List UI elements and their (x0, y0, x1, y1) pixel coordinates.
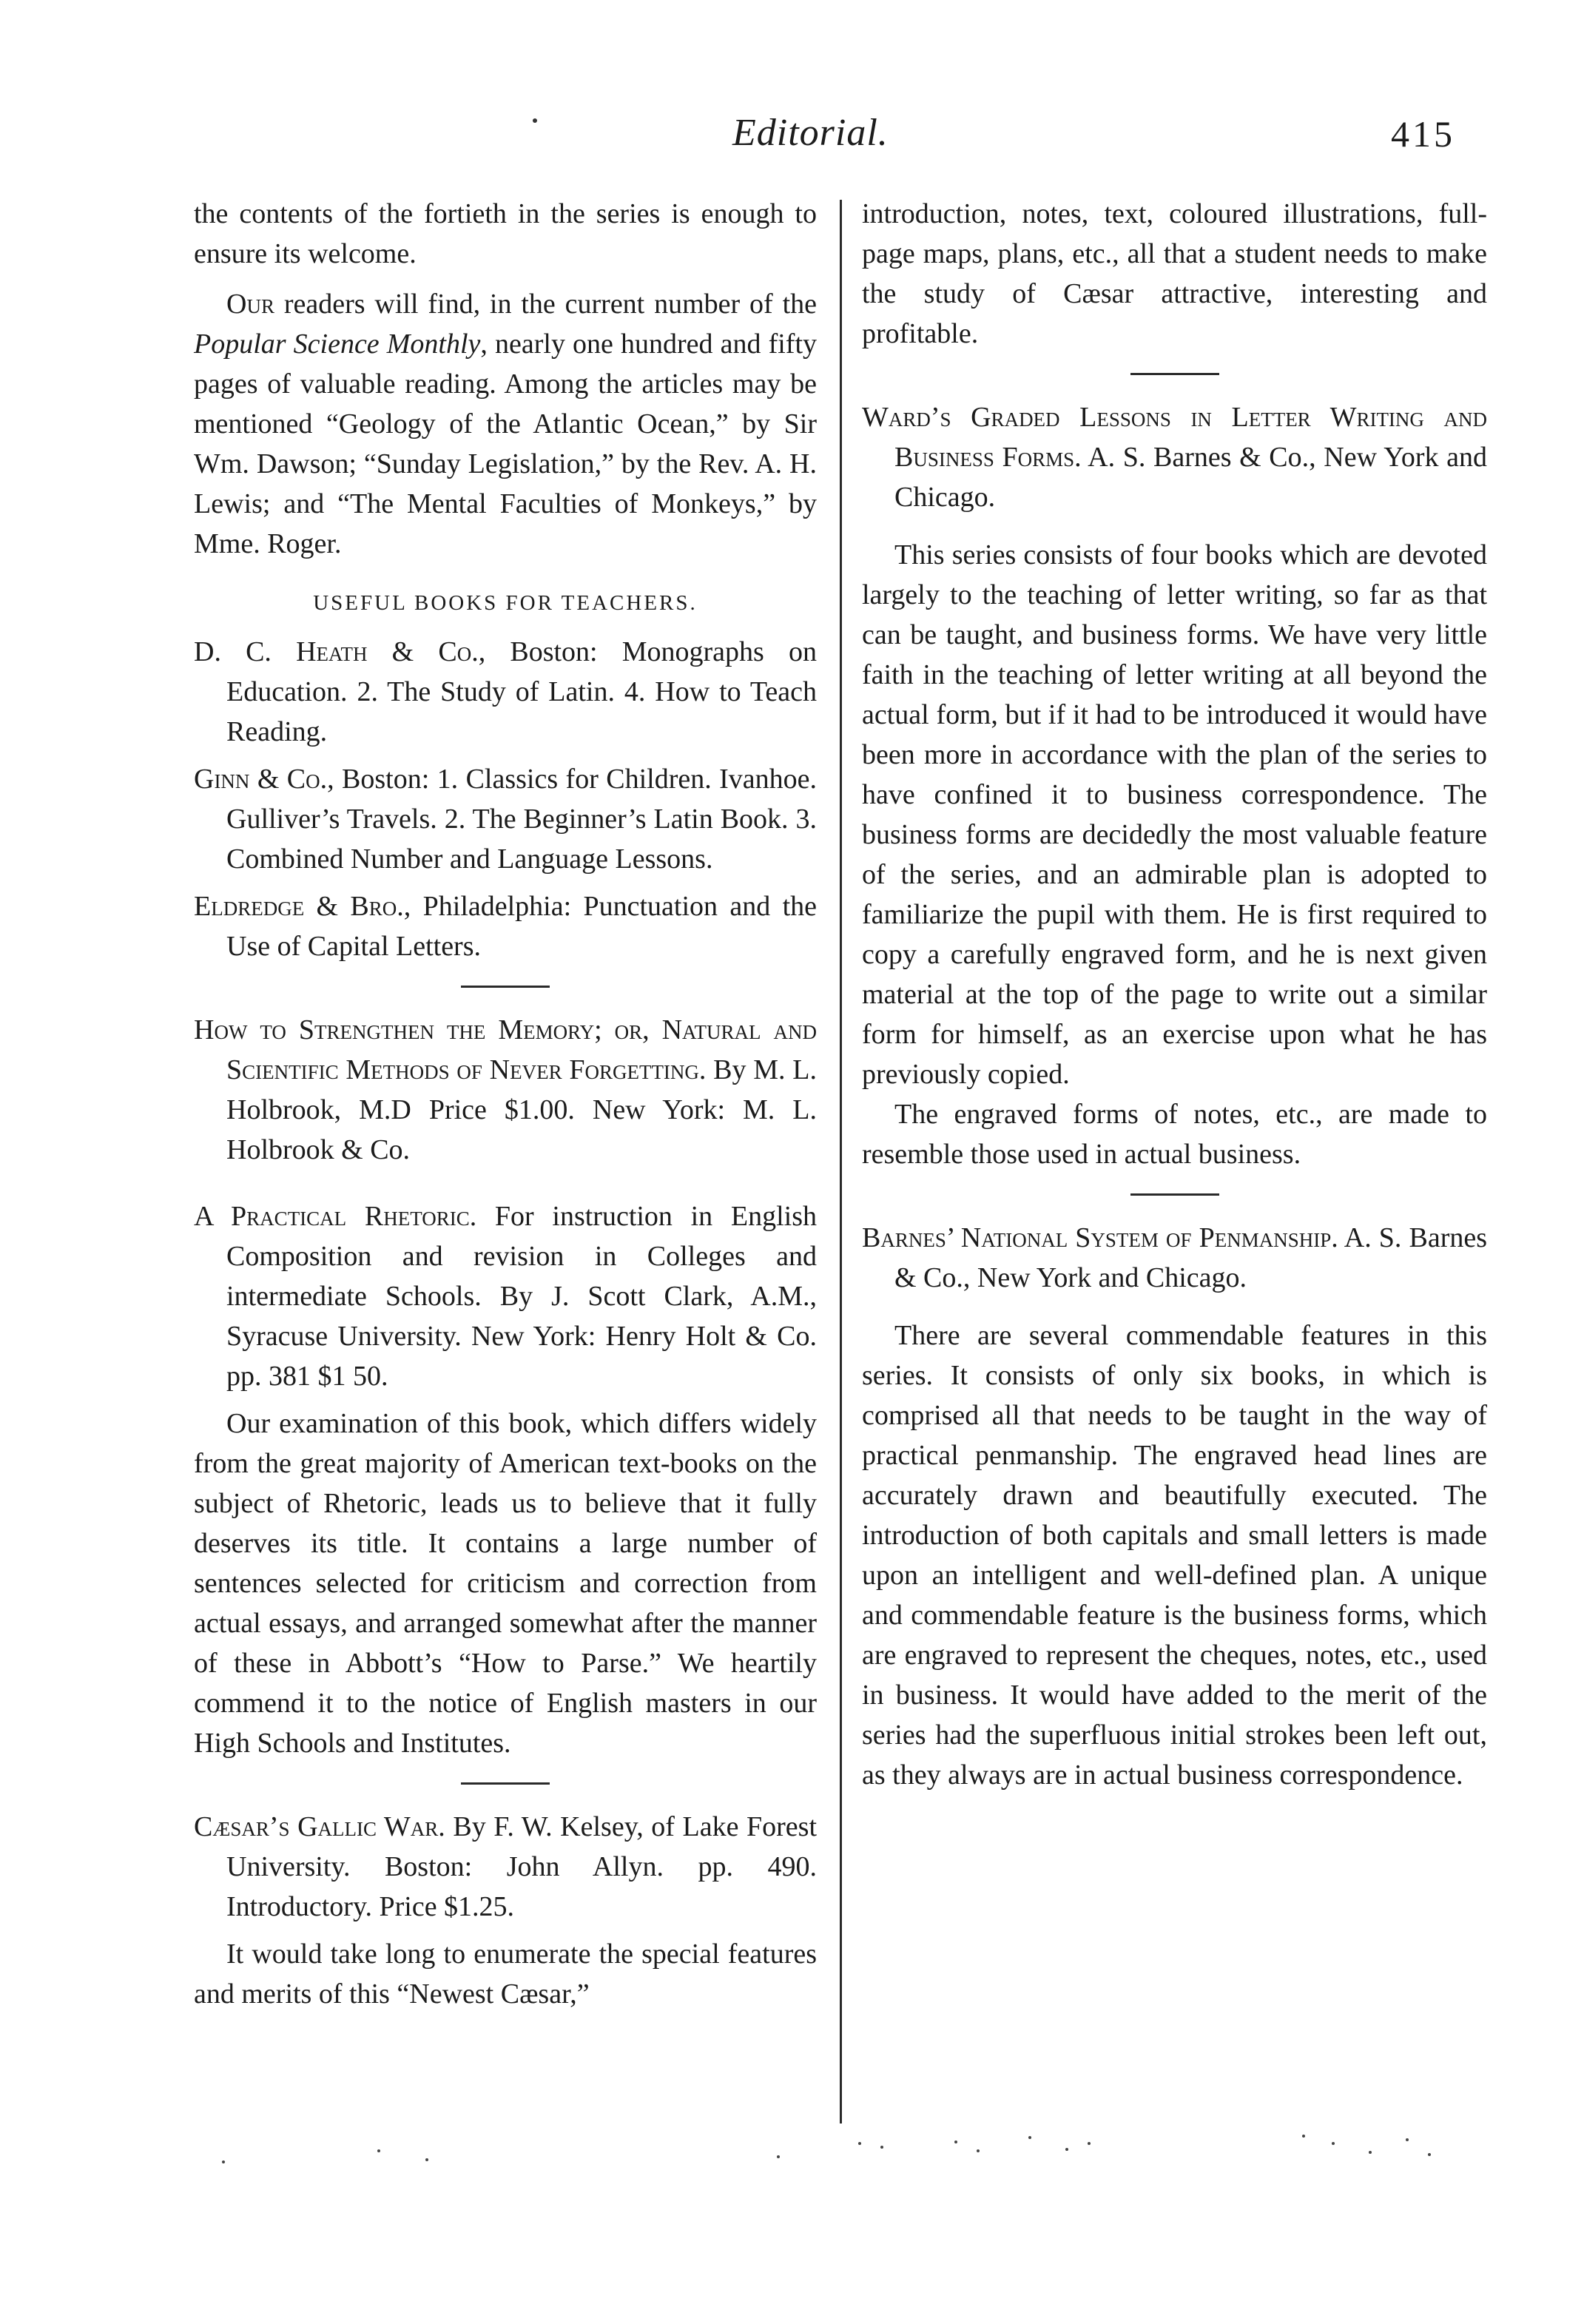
book-title: A Practical Rhetoric. (194, 1201, 477, 1232)
book-title: How to Strengthen the Memory; or, Natural and Scientific Methods of Never Forgetting. (194, 1014, 817, 1085)
book-title: Barnes’ National System of Penmanship. (862, 1222, 1338, 1253)
book-entry-heath: D. C. Heath & Co., Boston: Monographs on Education. 2. The Study of Latin. 4. How to Teach Reading. (194, 636, 817, 747)
review-heading-caesar: Cæsar’s Gallic War. By F. W. Kelsey, of Lake Forest University. Boston: John Allyn. pp. 490. Introductory. Price $1.25. (194, 1811, 818, 1922)
ink-speck (1406, 2138, 1409, 2141)
ink-speck (377, 2149, 380, 2152)
ink-speck (1302, 2135, 1305, 2138)
ink-speck (977, 2149, 980, 2152)
review-text-caesar: It would take long to enumerate the special features and merits of this “Newest Cæsar,” (194, 1939, 817, 2010)
book-entry-ginn: Ginn & Co., Boston: 1. Classics for Children. Ivanhoe. Gulliver’s Travels. 2. The Beginner’s Latin Book. 3. Combined Number and Language Lessons. (194, 764, 818, 875)
running-title: Editorial. (732, 112, 889, 154)
ink-speck (1065, 2148, 1068, 2151)
ink-speck (1428, 2153, 1431, 2156)
review-heading-barnes: Barnes’ National System of Penmanship. A. S. Barnes & Co., New York and Chicago. (862, 1222, 1488, 1293)
column-divider (840, 200, 842, 2123)
scan-specks (0, 2120, 1584, 2164)
ink-speck (1369, 2151, 1372, 2154)
ink-speck (880, 2146, 883, 2149)
publisher-name: Eldredge & Bro. (194, 891, 404, 922)
page-header (0, 111, 1584, 163)
section-rule (1130, 373, 1219, 375)
publisher-name: D. C. Heath & Co. (194, 636, 479, 667)
ink-speck (222, 2160, 225, 2163)
ink-speck (1028, 2136, 1031, 2139)
review-text-ward-2: The engraved forms of notes, etc., are made to resemble those used in actual business. (862, 1099, 1487, 1170)
ink-speck (1088, 2142, 1091, 2145)
paragraph-continued: the contents of the fortieth in the series is enough to ensure its welcome. (194, 198, 817, 269)
ink-speck (777, 2155, 780, 2158)
review-text-barnes: There are several commendable features in this series. It consists of only six books, in which is comprised all that needs to be taught in the way of practical penmanship. The engraved head lines are accurately drawn and beautifully executed. The introduction of both capitals and small letters is made upon an intelligent and well-defined plan. A unique and commendable feature is the business forms, which are engraved to represent the cheques, notes, etc., used in business. It would have added to the merit of the series had the superfluous initial strokes been left out, as they always are in actual business correspondence. (862, 1320, 1487, 1791)
review-text-ward: This series consists of four books which are devoted largely to the teaching of letter writing, so far as that can be taught, and business forms. We have very little faith in the teaching of letter writing at all beyond the actual form, but if it had to be introduced it would have been more in accordance with the plan of the series to have confined it to business correspondence. The business forms are decidedly the most valuable feature of the series, and an admirable plan is adopted to familiarize the pupil with them. He is first required to copy a carefully engraved form, and he is next given material at the top of the page to write out a similar form for himself, as an exercise upon what he has previously copied. (862, 539, 1487, 1090)
review-text-caesar-continued: introduction, notes, text, coloured illustrations, full-page maps, plans, etc., all that a student needs to make the study of Cæsar attractive, interesting and profitable. (862, 198, 1487, 349)
review-text-rhetoric: Our examination of this book, which differs widely from the great majority of American text-books on the subject of Rhetoric, leads us to believe that it fully deserves its title. It contains a large number of sentences selected for criticism and correction from actual essays, and arranged somewhat after the manner of these in Abbott’s “How to Parse.” We heartily commend it to the notice of English masters in our High Schools and Institutes. (194, 1408, 817, 1759)
paragraph-popular-science: Our readers will find, in the current number of the Popular Science Monthly, nearly one hundred and fifty pages of valuable reading. Among the articles may be mentioned “Geology of the Atlantic Ocean,” by Sir Wm. Dawson; “Sunday Legislation,” by the Rev. A. H. Lewis; and “The Mental Faculties of Monkeys,” by Mme. Roger. (194, 289, 817, 559)
ink-speck (533, 118, 537, 123)
section-heading: USEFUL BOOKS FOR TEACHERS. (313, 591, 698, 615)
publisher-name: Ginn & Co. (194, 764, 328, 795)
book-title: Cæsar’s Gallic War. (194, 1811, 445, 1842)
page-number: 415 (1391, 113, 1455, 155)
section-rule (461, 1782, 550, 1785)
magazine-title: Popular Science Monthly (194, 329, 481, 360)
review-heading-rhetoric: A Practical Rhetoric. For instruction in English Composition and revision in Colleges and intermediate Schools. By J. Scott Clark, A.M., Syracuse University. New York: Henry Holt & Co. pp. 381 $1 50. (194, 1201, 817, 1392)
book-title: Ward’s Graded Lessons in Letter Writing and Business Forms. (862, 402, 1487, 473)
left-column (194, 194, 817, 2014)
section-rule (1130, 1193, 1219, 1196)
ink-speck (1332, 2142, 1335, 2145)
section-rule (461, 986, 550, 988)
paragraph-lead: Our (226, 289, 274, 320)
ink-speck (425, 2158, 428, 2161)
ink-speck (954, 2141, 957, 2143)
book-entry-eldredge: Eldredge & Bro., Philadelphia: Punctuation and the Use of Capital Letters. (194, 891, 818, 962)
review-heading-memory: How to Strengthen the Memory; or, Natural and Scientific Methods of Never Forgetting. By M. L. Holbrook, M.D Price $1.00. New York: M. L. Holbrook & Co. (194, 1014, 817, 1165)
ink-speck (858, 2142, 861, 2145)
review-heading-ward: Ward’s Graded Lessons in Letter Writing and Business Forms. A. S. Barnes & Co., New York and Chicago. (862, 402, 1487, 513)
right-column (862, 194, 1487, 1795)
